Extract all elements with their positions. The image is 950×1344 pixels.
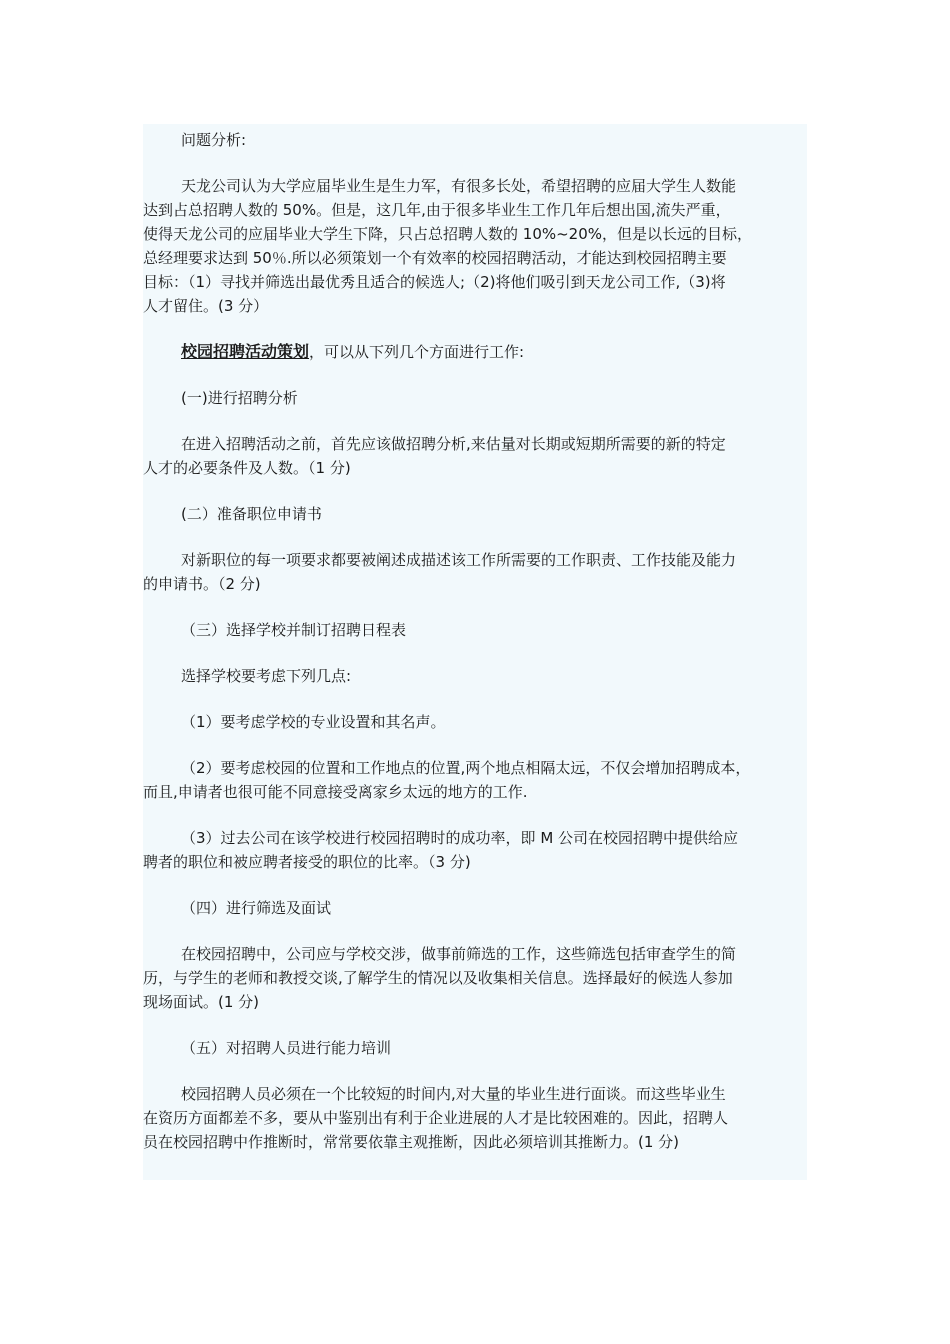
plan-heading [143, 340, 807, 364]
step4-line: 现场面试。(1 分) [143, 993, 260, 1011]
step1-line: 人才的必要条件及人数。（1 分) [143, 459, 351, 477]
plan-heading-rest: ，可以从下列几个方面进行工作: [309, 343, 525, 361]
step5-line: 校园招聘人员必须在一个比较短的时间内,对大量的毕业生进行面谈。而这些毕业生 [181, 1085, 726, 1103]
step4-line: 历，与学生的老师和教授交谈,了解学生的情况以及收集相关信息。选择最好的候选人参加 [143, 969, 733, 987]
step3-point2-line: （2）要考虑校园的位置和工作地点的位置,两个地点相隔太远，不仅会增加招聘成本， [181, 759, 751, 777]
step1-title: (一)进行招聘分析 [181, 389, 298, 407]
step3-point1: （1）要考虑学校的专业设置和其名声。 [181, 713, 446, 731]
intro-line: 总经理要求达到 50％.所以必须策划一个有效率的校园招聘活动，才能达到校园招聘主要 [143, 249, 727, 267]
intro-paragraph [143, 174, 807, 318]
step5-title: （五）对招聘人员进行能力培训 [181, 1039, 392, 1057]
intro-line: 天龙公司认为大学应届毕业生是生力军，有很多长处，希望招聘的应届大学生人数能 [181, 177, 737, 195]
intro-line: 使得天龙公司的应届毕业大学生下降，只占总招聘人数的 10%~20%，但是以长远的目标， [143, 225, 753, 243]
step3-point3-line: （3）过去公司在该学校进行校园招聘时的成功率，即 M 公司在校园招聘中提供给应 [181, 829, 739, 847]
step1-line: 在进入招聘活动之前，首先应该做招聘分析,来估量对长期或短期所需要的新的特定 [181, 435, 726, 453]
intro-line: 达到占总招聘人数的 50%。但是，这几年,由于很多毕业生工作几年后想出国,流失严重， [143, 201, 731, 219]
step3-point2-line: 而且,申请者也很可能不同意接受离家乡太远的地方的工作. [143, 783, 528, 801]
step5-text [143, 1082, 807, 1154]
step2-text [143, 548, 807, 596]
step2-line: 对新职位的每一项要求都要被阐述成描述该工作所需要的工作职责、工作技能及能力 [181, 551, 737, 569]
step5-line: 员在校园招聘中作推断时，常常要依靠主观推断，因此必须培训其推断力。(1 分) [143, 1133, 680, 1151]
step5-line: 在资历方面都差不多，要从中鉴别出有利于企业进展的人才是比较困难的。因此，招聘人 [143, 1109, 729, 1127]
step4-text [143, 942, 807, 1014]
step3-title: （三）选择学校并制订招聘日程表 [181, 621, 407, 639]
document-content [143, 124, 807, 1180]
step3-point3 [143, 826, 807, 874]
intro-line: 人才留住。(3 分） [143, 297, 269, 315]
step2-title: (二）准备职位申请书 [181, 505, 322, 523]
step3-point2 [143, 756, 807, 804]
step3-point3-line: 聘者的职位和被应聘者接受的职位的比率。（3 分) [143, 853, 471, 871]
step2-line: 的申请书。（2 分) [143, 575, 261, 593]
step1-text [143, 432, 807, 480]
step3-intro: 选择学校要考虑下列几点: [181, 667, 352, 685]
intro-line: 目标：（1）寻找并筛选出最优秀且适合的候选人;（2)将他们吸引到天龙公司工作,（3)将 [143, 273, 726, 291]
section-title: 问题分析: [181, 131, 247, 149]
step4-line: 在校园招聘中，公司应与学校交涉，做事前筛选的工作，这些筛选包括审查学生的简 [181, 945, 737, 963]
plan-heading-bold: 校园招聘活动策划 [181, 342, 310, 361]
step4-title: （四）进行筛选及面试 [181, 899, 332, 917]
